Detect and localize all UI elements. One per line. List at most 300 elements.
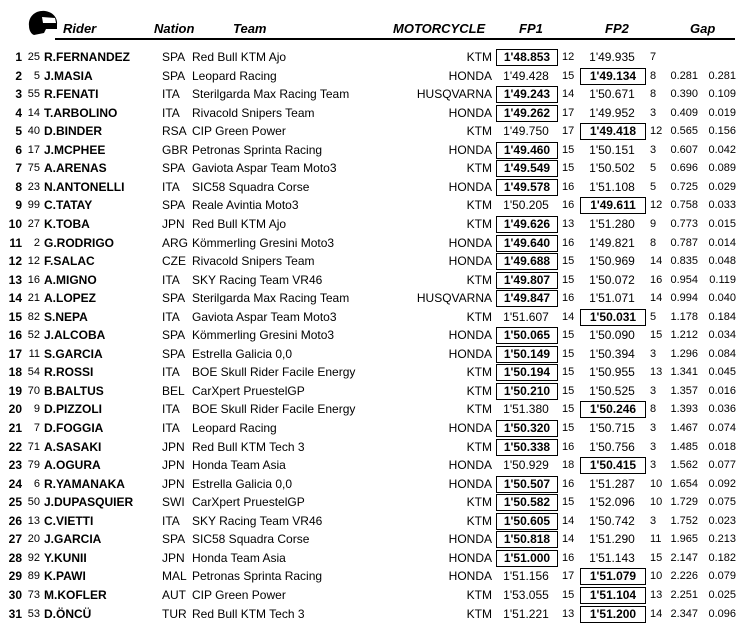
team: Petronas Sprinta Racing xyxy=(192,142,323,157)
rider-name: C.VIETTI xyxy=(44,513,94,528)
position: 2 xyxy=(15,68,22,83)
position: 18 xyxy=(8,365,22,380)
fp2-lap: 14 xyxy=(650,292,663,305)
fp2-time: 1'51.108 xyxy=(589,179,635,194)
gap-to-previous: 0.034 xyxy=(708,329,736,342)
rider-number: 54 xyxy=(27,366,40,379)
rider-number: 82 xyxy=(27,310,40,323)
fp1-lap: 17 xyxy=(562,570,575,583)
team: Honda Team Asia xyxy=(192,550,286,565)
motorcycle: HONDA xyxy=(448,532,492,547)
fp2-time: 1'51.079 xyxy=(580,568,646,585)
nation: SPA xyxy=(162,291,186,306)
gap-to-previous: 0.074 xyxy=(708,422,736,434)
gap-to-previous: 0.075 xyxy=(708,496,736,509)
nation: SWI xyxy=(162,495,185,510)
nation: ITA xyxy=(162,513,180,528)
gap-to-previous: 0.016 xyxy=(708,384,736,397)
table-row xyxy=(0,271,745,290)
team: SKY Racing Team VR46 xyxy=(192,513,323,528)
fp2-time: 1'49.935 xyxy=(589,50,635,64)
position: 31 xyxy=(8,606,22,621)
fp1-lap: 17 xyxy=(562,125,575,138)
rider-name: Y.KUNII xyxy=(44,550,87,565)
fp2-time: 1'49.418 xyxy=(580,123,646,140)
rider-number: 14 xyxy=(27,106,40,119)
fp2-lap: 12 xyxy=(650,199,663,212)
rider-helmet-icon xyxy=(26,8,60,38)
motorcycle: KTM xyxy=(466,365,492,380)
position: 9 xyxy=(15,198,22,213)
gap-to-previous: 0.025 xyxy=(708,588,736,601)
team: Leopard Racing xyxy=(192,68,277,83)
rider-number: 13 xyxy=(27,514,40,527)
nation: SPA xyxy=(162,68,186,83)
gap-to-first: 0.390 xyxy=(670,88,698,101)
motorcycle: HONDA xyxy=(448,569,492,584)
rider-number: 6 xyxy=(33,477,40,490)
header-gap: Gap xyxy=(690,21,716,36)
fp2-lap: 3 xyxy=(650,347,657,360)
nation: SPA xyxy=(162,346,186,361)
position: 15 xyxy=(8,309,22,324)
team: Rivacold Snipers Team xyxy=(192,254,315,269)
fp2-lap: 8 xyxy=(650,403,657,416)
position: 20 xyxy=(8,402,22,417)
table-row xyxy=(0,530,745,549)
gap-to-first: 2.226 xyxy=(670,570,698,583)
fp2-lap: 12 xyxy=(650,125,663,138)
position: 12 xyxy=(8,254,22,269)
table-row xyxy=(0,308,745,327)
motorcycle: HONDA xyxy=(448,346,492,361)
gap-to-previous: 0.033 xyxy=(708,199,736,212)
table-row xyxy=(0,326,745,345)
position: 8 xyxy=(15,179,22,194)
fp2-time: 1'52.096 xyxy=(589,495,635,510)
fp2-lap: 3 xyxy=(650,106,657,119)
table-row xyxy=(0,456,745,475)
gap-to-first: 1.178 xyxy=(670,310,698,323)
header-rider: Rider xyxy=(63,21,97,36)
table-row xyxy=(0,382,745,401)
gap-to-first: 2.251 xyxy=(670,588,698,601)
gap-to-first: 2.347 xyxy=(670,607,698,620)
motorcycle: KTM xyxy=(466,50,492,64)
gap-to-previous: 0.042 xyxy=(708,143,736,156)
table-row xyxy=(0,586,745,605)
fp2-lap: 5 xyxy=(650,162,657,175)
gap-to-first: 0.758 xyxy=(670,199,698,212)
fp2-time: 1'51.280 xyxy=(589,216,635,231)
fp2-lap: 5 xyxy=(650,310,657,323)
rider-name: J.MASIA xyxy=(44,68,93,83)
fp2-time: 1'51.200 xyxy=(580,606,646,623)
rider-name: K.TOBA xyxy=(44,216,90,231)
gap-to-first: 1.341 xyxy=(670,366,698,379)
position: 16 xyxy=(8,328,22,343)
team: Kömmerling Gresini Moto3 xyxy=(192,328,335,343)
fp1-time: 1'49.460 xyxy=(496,142,558,159)
table-row xyxy=(0,178,745,197)
header-fp1: FP1 xyxy=(519,21,543,36)
rider-name: D.ÖNCÜ xyxy=(44,606,92,621)
fp1-time: 1'51.000 xyxy=(496,550,558,567)
table-row xyxy=(0,215,745,234)
fp1-time: 1'49.807 xyxy=(496,272,558,289)
header-team: Team xyxy=(233,21,267,36)
team: CarXpert PruestelGP xyxy=(192,383,305,398)
fp1-time: 1'51.221 xyxy=(503,606,549,621)
rider-number: 99 xyxy=(27,199,40,212)
fp1-time: 1'50.818 xyxy=(496,531,558,548)
rider-number: 21 xyxy=(27,292,40,305)
motorcycle: KTM xyxy=(466,309,492,324)
fp1-lap: 15 xyxy=(562,162,575,175)
table-row xyxy=(0,400,745,419)
fp2-time: 1'51.143 xyxy=(589,550,635,565)
fp1-lap: 18 xyxy=(562,459,575,472)
gap-to-previous: 0.029 xyxy=(708,180,736,193)
rider-number: 7 xyxy=(33,422,40,434)
team: Estrella Galicia 0,0 xyxy=(192,476,293,491)
nation: ITA xyxy=(162,105,180,120)
gap-to-first: 1.965 xyxy=(670,533,698,546)
gap-to-first: 0.565 xyxy=(670,125,698,138)
rider-name: N.ANTONELLI xyxy=(44,179,125,194)
motorcycle: KTM xyxy=(466,402,492,417)
fp2-lap: 3 xyxy=(650,384,657,397)
fp2-time: 1'51.290 xyxy=(589,532,635,547)
fp1-lap: 15 xyxy=(562,329,575,342)
fp1-time: 1'50.507 xyxy=(496,476,558,493)
fp2-lap: 8 xyxy=(650,236,657,249)
rider-name: R.YAMANAKA xyxy=(44,476,125,491)
nation: TUR xyxy=(162,606,187,621)
table-row xyxy=(0,419,745,438)
fp2-lap: 11 xyxy=(650,533,662,546)
table-row xyxy=(0,493,745,512)
rider-number: 79 xyxy=(27,459,40,472)
team: Red Bull KTM Tech 3 xyxy=(192,606,305,621)
motorcycle: HONDA xyxy=(448,179,492,194)
fp1-lap: 15 xyxy=(562,273,575,286)
table-row xyxy=(0,345,745,364)
position: 5 xyxy=(15,124,22,139)
fp1-lap: 16 xyxy=(562,551,575,564)
rider-number: 71 xyxy=(27,440,40,453)
fp2-time: 1'49.952 xyxy=(589,105,635,120)
gap-to-first: 1.562 xyxy=(670,459,698,472)
gap-to-first: 0.725 xyxy=(670,180,698,193)
nation: JPN xyxy=(162,550,185,565)
team: Gaviota Aspar Team Moto3 xyxy=(192,309,337,324)
position: 28 xyxy=(8,550,22,565)
table-row xyxy=(0,438,745,457)
gap-to-previous: 0.184 xyxy=(708,310,736,323)
motorcycle: HUSQVARNA xyxy=(416,291,492,306)
fp1-time: 1'49.243 xyxy=(496,86,558,103)
fp1-time: 1'53.055 xyxy=(503,587,549,602)
fp2-time: 1'50.246 xyxy=(580,401,646,418)
fp1-time: 1'50.065 xyxy=(496,327,558,344)
nation: JPN xyxy=(162,476,185,491)
team: CIP Green Power xyxy=(192,587,286,602)
rider-name: R.FERNANDEZ xyxy=(44,50,130,64)
team: SKY Racing Team VR46 xyxy=(192,272,323,287)
team: Red Bull KTM Ajo xyxy=(192,50,287,64)
rider-number: 55 xyxy=(27,88,40,101)
team: Estrella Galicia 0,0 xyxy=(192,346,293,361)
gap-to-previous: 0.023 xyxy=(708,514,736,527)
rider-name: F.SALAC xyxy=(44,254,95,269)
motorcycle: HONDA xyxy=(448,235,492,250)
rider-number: 20 xyxy=(27,533,40,546)
motorcycle: HONDA xyxy=(448,68,492,83)
fp2-time: 1'51.104 xyxy=(580,587,646,604)
nation: RSA xyxy=(162,124,187,139)
fp1-time: 1'50.582 xyxy=(496,494,558,511)
fp2-time: 1'50.525 xyxy=(589,383,635,398)
rider-name: A.MIGNO xyxy=(44,272,97,287)
position: 26 xyxy=(8,513,22,528)
rider-name: T.ARBOLINO xyxy=(44,105,118,120)
fp1-lap: 14 xyxy=(562,514,575,527)
fp2-time: 1'50.742 xyxy=(589,513,635,528)
position: 7 xyxy=(15,161,22,176)
position: 24 xyxy=(8,476,22,491)
nation: ITA xyxy=(162,402,180,417)
fp1-lap: 14 xyxy=(562,88,575,101)
team: Red Bull KTM Tech 3 xyxy=(192,439,305,454)
fp2-time: 1'50.756 xyxy=(589,439,635,454)
rider-number: 17 xyxy=(27,143,40,156)
table-row xyxy=(0,196,745,215)
gap-to-first: 1.654 xyxy=(670,477,698,490)
table-row xyxy=(0,48,745,67)
position: 17 xyxy=(8,346,22,361)
fp1-time: 1'48.853 xyxy=(496,49,558,66)
position: 4 xyxy=(15,105,22,120)
nation: BEL xyxy=(162,383,185,398)
team: Sterilgarda Max Racing Team xyxy=(192,291,350,306)
rider-name: D.PIZZOLI xyxy=(44,402,102,417)
fp2-lap: 15 xyxy=(650,329,663,342)
rider-number: 9 xyxy=(33,403,40,416)
fp1-lap: 13 xyxy=(562,217,575,230)
position: 22 xyxy=(8,439,22,454)
fp1-lap: 15 xyxy=(562,403,575,416)
fp2-lap: 13 xyxy=(650,366,663,379)
motorcycle: HONDA xyxy=(448,328,492,343)
rider-number: 25 xyxy=(27,51,40,63)
fp1-time: 1'50.205 xyxy=(503,198,549,213)
rider-name: M.KOFLER xyxy=(44,587,107,602)
nation: ITA xyxy=(162,365,180,380)
gap-to-previous: 0.281 xyxy=(708,69,736,82)
rider-name: J.ALCOBA xyxy=(44,328,106,343)
team: Red Bull KTM Ajo xyxy=(192,216,287,231)
gap-to-first: 0.281 xyxy=(670,69,698,82)
gap-to-previous: 0.089 xyxy=(708,162,736,175)
fp2-lap: 9 xyxy=(650,217,657,230)
nation: SPA xyxy=(162,328,186,343)
gap-to-previous: 0.045 xyxy=(708,366,736,379)
team: SIC58 Squadra Corse xyxy=(192,532,310,547)
gap-to-first: 1.752 xyxy=(670,514,698,527)
gap-to-previous: 0.213 xyxy=(708,533,736,546)
nation: MAL xyxy=(162,569,187,584)
fp2-lap: 7 xyxy=(650,51,657,63)
rider-number: 11 xyxy=(28,347,40,360)
table-header xyxy=(0,0,745,42)
nation: JPN xyxy=(162,439,185,454)
fp2-lap: 3 xyxy=(650,422,657,434)
fp2-time: 1'50.031 xyxy=(580,309,646,326)
fp2-lap: 16 xyxy=(650,273,663,286)
fp2-lap: 10 xyxy=(650,496,663,509)
fp2-lap: 3 xyxy=(650,459,657,472)
fp2-lap: 8 xyxy=(650,69,657,82)
fp1-time: 1'49.847 xyxy=(496,290,558,307)
gap-to-previous: 0.077 xyxy=(708,459,736,472)
table-row xyxy=(0,104,745,123)
nation: ARG xyxy=(162,235,189,250)
gap-to-previous: 0.096 xyxy=(708,607,736,620)
fp1-lap: 12 xyxy=(562,51,575,63)
table-row xyxy=(0,85,745,104)
rider-name: G.RODRIGO xyxy=(44,235,115,250)
fp2-time: 1'50.502 xyxy=(589,161,635,176)
motorcycle: HONDA xyxy=(448,105,492,120)
team: SIC58 Squadra Corse xyxy=(192,179,310,194)
motorcycle: HONDA xyxy=(448,254,492,269)
position: 14 xyxy=(8,291,22,306)
rider-name: J.GARCIA xyxy=(44,532,102,547)
position: 25 xyxy=(8,495,22,510)
position: 30 xyxy=(8,587,22,602)
fp1-lap: 15 xyxy=(562,496,575,509)
gap-to-previous: 0.079 xyxy=(708,570,736,583)
fp1-lap: 15 xyxy=(562,347,575,360)
fp1-lap: 14 xyxy=(562,533,575,546)
fp1-time: 1'50.605 xyxy=(496,513,558,530)
gap-to-first: 2.147 xyxy=(670,551,698,564)
nation: SPA xyxy=(162,161,186,176)
motorcycle: KTM xyxy=(466,495,492,510)
fp1-lap: 16 xyxy=(562,236,575,249)
rider-number: 16 xyxy=(27,273,40,286)
fp1-lap: 15 xyxy=(562,143,575,156)
table-row xyxy=(0,67,745,86)
team: Gaviota Aspar Team Moto3 xyxy=(192,161,337,176)
rider-number: 2 xyxy=(33,236,40,249)
fp1-time: 1'50.320 xyxy=(496,420,558,437)
table-row xyxy=(0,234,745,253)
nation: GBR xyxy=(162,142,189,157)
gap-to-first: 0.994 xyxy=(670,292,698,305)
team: Petronas Sprinta Racing xyxy=(192,569,323,584)
gap-to-first: 0.787 xyxy=(670,236,698,249)
fp1-time: 1'50.210 xyxy=(496,383,558,400)
fp1-time: 1'49.549 xyxy=(496,160,558,177)
gap-to-first: 0.835 xyxy=(670,255,698,268)
nation: ITA xyxy=(162,87,180,102)
table-row xyxy=(0,252,745,271)
rider-number: 50 xyxy=(27,496,40,509)
motorcycle: KTM xyxy=(466,124,492,139)
nation: CZE xyxy=(162,254,186,269)
fp1-time: 1'50.929 xyxy=(503,458,549,473)
team: BOE Skull Rider Facile Energy xyxy=(192,365,356,380)
position: 29 xyxy=(8,569,22,584)
fp2-time: 1'50.955 xyxy=(589,365,635,380)
rider-name: R.FENATI xyxy=(44,87,99,102)
fp2-lap: 14 xyxy=(650,255,663,268)
position: 19 xyxy=(8,383,22,398)
gap-to-previous: 0.019 xyxy=(708,106,736,119)
fp1-lap: 16 xyxy=(562,292,575,305)
fp1-time: 1'51.607 xyxy=(503,309,549,324)
fp2-lap: 10 xyxy=(650,570,663,583)
rider-name: C.TATAY xyxy=(44,198,93,213)
gap-to-first: 1.212 xyxy=(670,329,698,342)
motorcycle: KTM xyxy=(466,272,492,287)
fp2-time: 1'50.415 xyxy=(580,457,646,474)
table-row xyxy=(0,605,745,624)
fp1-lap: 15 xyxy=(562,255,575,268)
rider-name: B.BALTUS xyxy=(44,383,104,398)
nation: JPN xyxy=(162,216,185,231)
fp2-time: 1'50.715 xyxy=(589,421,635,435)
team: CIP Green Power xyxy=(192,124,286,139)
gap-to-first: 1.296 xyxy=(670,347,698,360)
table-row xyxy=(0,122,745,141)
fp1-lap: 15 xyxy=(562,69,575,82)
team: Kömmerling Gresini Moto3 xyxy=(192,235,335,250)
fp2-time: 1'49.134 xyxy=(580,68,646,85)
gap-to-previous: 0.092 xyxy=(708,477,736,490)
fp2-time: 1'49.821 xyxy=(589,235,635,250)
rider-number: 89 xyxy=(27,570,40,583)
motorcycle: KTM xyxy=(466,439,492,454)
rider-number: 75 xyxy=(27,162,40,175)
rider-number: 92 xyxy=(27,551,40,564)
nation: JPN xyxy=(162,458,185,473)
rider-name: S.NEPA xyxy=(44,309,88,324)
fp1-lap: 15 xyxy=(562,384,575,397)
position: 6 xyxy=(15,142,22,157)
fp2-lap: 5 xyxy=(650,180,657,193)
motorcycle: KTM xyxy=(466,161,492,176)
fp2-time: 1'51.071 xyxy=(589,291,635,306)
fp1-lap: 15 xyxy=(562,422,575,434)
motorcycle: KTM xyxy=(466,198,492,213)
gap-to-previous: 0.015 xyxy=(708,217,736,230)
rider-number: 12 xyxy=(27,255,40,268)
rider-name: A.LOPEZ xyxy=(44,291,97,306)
rider-name: A.ARENAS xyxy=(44,161,107,176)
gap-to-first: 1.393 xyxy=(670,403,698,416)
motorcycle: HONDA xyxy=(448,142,492,157)
fp1-time: 1'51.156 xyxy=(503,569,549,584)
motorcycle: HONDA xyxy=(448,476,492,491)
rider-number: 23 xyxy=(27,180,40,193)
team: Leopard Racing xyxy=(192,421,277,435)
gap-to-previous: 0.036 xyxy=(708,403,736,416)
fp1-time: 1'49.428 xyxy=(503,68,549,83)
motorcycle: KTM xyxy=(466,587,492,602)
